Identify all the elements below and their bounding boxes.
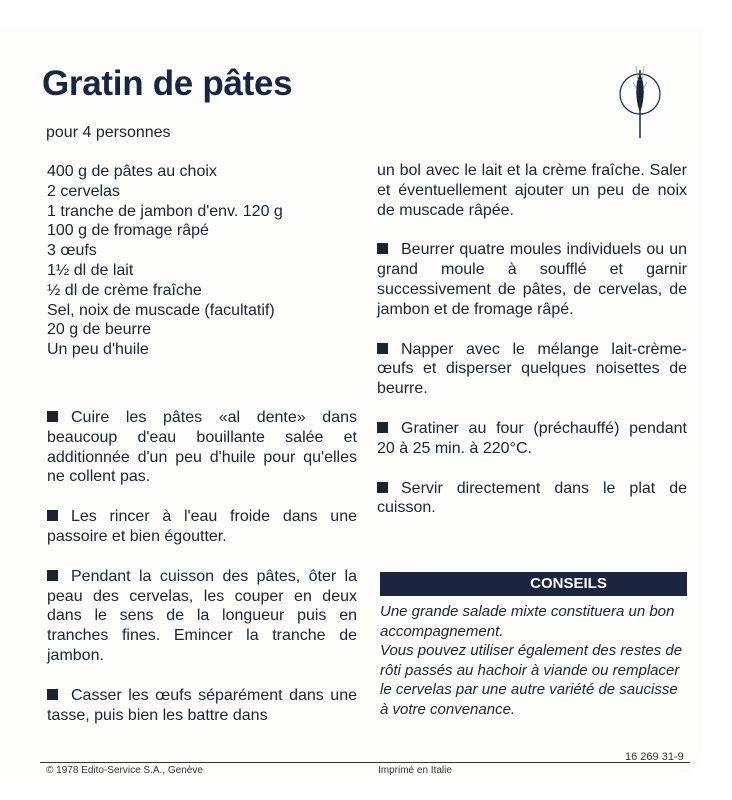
bullet-icon	[47, 570, 58, 581]
conseils-text	[380, 602, 690, 719]
ingredient: 3 œufs	[47, 242, 97, 260]
step: Les rincer à l'eau froide dans une passoire et bien égoutter.	[47, 508, 357, 545]
step: Servir directement dans le plat de cuisson.	[377, 479, 687, 517]
advice-item: Une grande salade mixte constituera un bon accompagnement.	[380, 603, 675, 640]
footer	[40, 751, 690, 776]
bullet-icon	[47, 510, 58, 521]
right-column	[377, 161, 687, 538]
ingredient: 1½ dl de lait	[47, 261, 134, 279]
step: Cuire les pâtes «al dente» dans beaucoup d'eau bouillante salée et additionnée d'un peu d'huile pour qu'elles ne collent pas.	[47, 408, 357, 486]
left-column	[47, 162, 357, 745]
servings: pour 4 personnes	[46, 124, 171, 141]
ingredient: 100 g de fromage râpé	[47, 222, 209, 240]
ingredient: 2 cervelas	[47, 182, 120, 200]
step-continuation: un bol avec le lait et la crème fraîche. Saler et éventuellement ajouter un peu de noix de muscade râpée.	[377, 162, 687, 219]
bullet-icon	[377, 482, 388, 493]
printed-in: Imprimé en Italie	[378, 765, 452, 776]
ingredient-list	[47, 162, 357, 360]
step: Beurrer quatre moules individuels ou un grand moule à soufflé et garnir successivement de pâtes, de cervelas, de jambon et de fromage râpé.	[377, 241, 687, 318]
wheat-icon	[618, 60, 662, 140]
step: Napper avec le mélange lait-crème-œufs et disperser quelques noisettes de beurre.	[377, 340, 687, 398]
ingredient: 400 g de pâtes au choix	[47, 163, 217, 180]
bullet-icon	[377, 422, 388, 433]
copyright: © 1978 Edito-Service S.A., Genève	[46, 765, 203, 776]
advice-item: Vous pouvez utiliser également des restes de rôti passés au hachoir à viande ou remplacer le cervelas par une autre variété de saucisse à votre convenance.	[380, 642, 683, 718]
bullet-icon	[47, 689, 58, 700]
card-code: 16 269 31-9	[625, 751, 684, 763]
ingredient: Un peu d'huile	[47, 341, 149, 359]
bullet-icon	[47, 411, 58, 422]
ingredient: Sel, noix de muscade (facultatif)	[47, 301, 275, 319]
bullet-icon	[377, 343, 388, 354]
ingredient: 1 tranche de jambon d'env. 120 g	[47, 202, 283, 220]
ingredient: 20 g de beurre	[47, 321, 152, 339]
ingredient: ½ dl de crème fraîche	[47, 281, 202, 299]
step: Gratiner au four (préchauffé) pendant 20 à 25 min. à 220°C.	[377, 419, 687, 457]
conseils-header: CONSEILS	[380, 572, 687, 596]
bullet-icon	[377, 243, 388, 254]
step: Pendant la cuisson des pâtes, ôter la peau des cervelas, les couper en deux dans le sens de la longueur puis en tranches fines. Emincer la tranche de jambon.	[47, 567, 357, 664]
step: Casser les œufs séparément dans une tasse, puis bien les battre dans	[47, 686, 357, 724]
recipe-title: Gratin de pâtes	[42, 64, 293, 103]
